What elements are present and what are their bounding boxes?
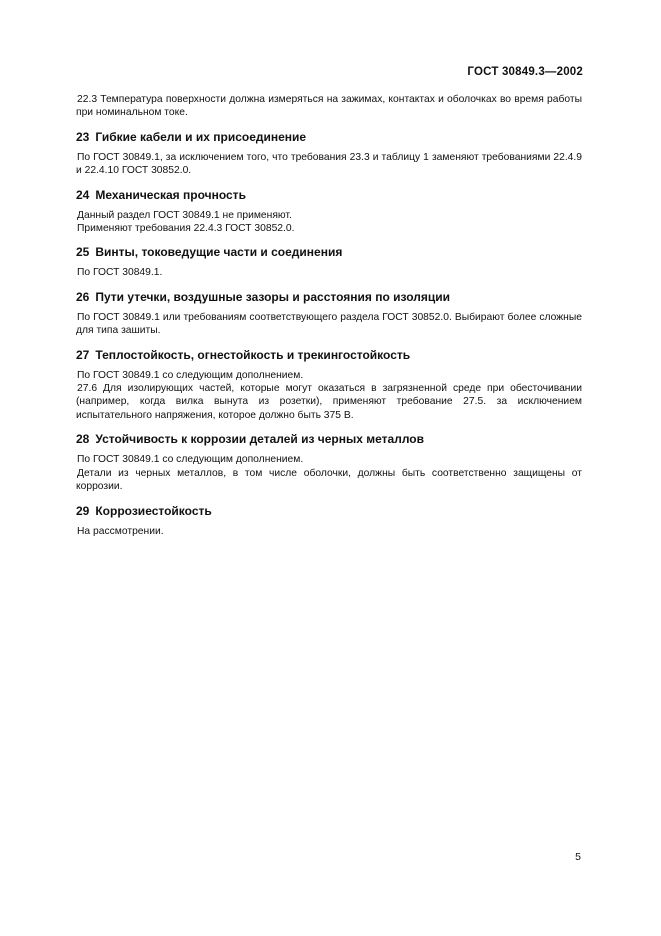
section-title: Механическая прочность bbox=[95, 187, 246, 202]
section-28 bbox=[76, 432, 582, 493]
page-number: 5 bbox=[575, 851, 581, 863]
section-number: 24 bbox=[76, 187, 90, 202]
section-paragraph: По ГОСТ 30849.1 или требованиям соответствующего раздела ГОСТ 30852.0. Выбирают более сложные для типа зашиты. bbox=[76, 311, 582, 337]
section-24 bbox=[76, 188, 582, 236]
section-number: 25 bbox=[76, 245, 90, 260]
section-29 bbox=[76, 504, 582, 538]
section-heading bbox=[76, 348, 582, 363]
section-27 bbox=[76, 348, 582, 423]
section-number: 27 bbox=[76, 347, 90, 362]
section-23 bbox=[76, 130, 582, 178]
section-number: 26 bbox=[76, 289, 90, 304]
section-number: 28 bbox=[76, 432, 90, 447]
section-heading bbox=[76, 130, 582, 145]
section-number: 29 bbox=[76, 503, 90, 518]
section-paragraph: На рассмотрении. bbox=[77, 525, 164, 537]
section-heading bbox=[76, 245, 582, 260]
section-paragraph: По ГОСТ 30849.1 со следующим дополнением. bbox=[77, 454, 304, 466]
section-title: Гибкие кабели и их присоединение bbox=[95, 129, 307, 144]
section-title: Коррозиестойкость bbox=[95, 503, 212, 518]
section-number: 23 bbox=[76, 129, 90, 144]
document-body bbox=[76, 93, 582, 538]
section-paragraph: По ГОСТ 30849.1, за исключением того, что требования 23.3 и таблицу 1 заменяют требованиями 22.4.9 и 22.4.10 ГОСТ 30852.0. bbox=[76, 151, 582, 177]
section-paragraph: По ГОСТ 30849.1. bbox=[77, 267, 163, 279]
section-paragraph: Применяют требования 22.4.3 ГОСТ 30852.0. bbox=[77, 223, 295, 235]
section-title: Винты, токоведущие части и соединения bbox=[95, 245, 343, 260]
section-title: Пути утечки, воздушные зазоры и расстояния по изоляции bbox=[95, 289, 450, 304]
section-paragraph: Данный раздел ГОСТ 30849.1 не применяют. bbox=[77, 209, 292, 221]
clause-22-3: 22.3 Температура поверхности должна измеряться на зажимах, контактах и оболочках во время работы при номинальном токе. bbox=[76, 94, 582, 119]
section-paragraph: 27.6 Для изолирующих частей, которые могут оказаться в загрязненной среде при обесточивании (например, когда вилка вынута из розетки), применяют требование 27.5. за исключением испытательного напряжения, которое должно быть 375 В. bbox=[76, 383, 582, 421]
section-title: Устойчивость к коррозии деталей из черных металлов bbox=[95, 432, 424, 447]
document-code: ГОСТ 30849.3—2002 bbox=[467, 66, 583, 78]
section-title: Теплостойкость, огнестойкость и трекингостойкость bbox=[95, 347, 411, 362]
section-heading bbox=[76, 432, 582, 447]
section-paragraph: По ГОСТ 30849.1 со следующим дополнением. bbox=[77, 369, 304, 381]
section-26 bbox=[76, 290, 582, 338]
section-heading bbox=[76, 188, 582, 203]
section-heading bbox=[76, 290, 582, 305]
section-paragraph: Детали из черных металлов, в том числе оболочки, должны быть соответственно защищены от коррозии. bbox=[76, 467, 582, 493]
section-25 bbox=[76, 245, 582, 279]
section-heading bbox=[76, 504, 582, 519]
